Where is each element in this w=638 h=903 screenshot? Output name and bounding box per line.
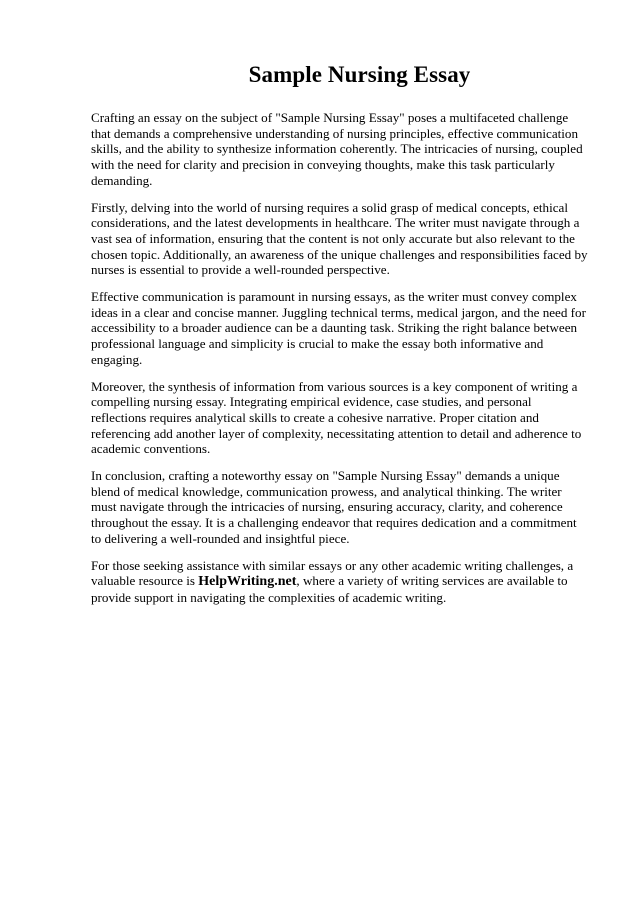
helpwriting-link[interactable]: HelpWriting.net xyxy=(198,574,297,590)
resource-text-before: For those seeking assistance with similar essays or any other academic writing challenges, a valuable resource is xyxy=(91,557,574,589)
paragraph-moreover: Moreover, the synthesis of information from various sources is a key component of writing a compelling nursing essay. Integrating empirical evidence, case studies, and personal reflections requires analytical skills to create a cohesive narrative. Proper citation and referencing add another layer of complexity, necessitating attention to detail and adherence to academic conventions. xyxy=(91,378,582,457)
resource-text-after: , where a variety of writing services are available to provide support in navigating the complexities of academic writing. xyxy=(91,573,568,605)
paragraph-intro: Crafting an essay on the subject of "Sample Nursing Essay" poses a multifaceted challenge that demands a comprehensive understanding of nursing principles, effective communication skills, and the ability to synthesize information coherently. The intricacies of nursing, coupled with the need for clarity and precision in conveying thoughts, make this task particularly demanding. xyxy=(91,110,583,188)
paragraph-communication: Effective communication is paramount in nursing essays, as the writer must convey complex ideas in a clear and concise manner. Juggling technical terms, medical jargon, and the need for accessibility to a broader audience can be a daunting task. Striking the right balance between professional language and simplicity is crucial to make the essay both informative and engaging. xyxy=(91,289,586,367)
document-title: Sample Nursing Essay xyxy=(248,62,471,87)
paragraph-conclusion: In conclusion, crafting a noteworthy essay on "Sample Nursing Essay" demands a unique blend of medical knowledge, communication prowess, and analytical thinking. The writer must navigate through the intricacies of nursing, ensuring accuracy, clarity, and coherence throughout the essay. It is a challenging endeavor that requires dedication and a commitment to delivering a well-rounded and insightful piece. xyxy=(91,468,577,546)
paragraph-firstly: Firstly, delving into the world of nursing requires a solid grasp of medical concepts, ethical considerations, and the latest developments in healthcare. The writer must navigate through a vast sea of information, ensuring that the content is not only accurate but also relevant to the chosen topic. Additionally, an awareness of the unique challenges and responsibilities faced by nurses is essential to provide a well-rounded perspective. xyxy=(91,199,588,278)
paragraph-resource xyxy=(91,558,590,606)
